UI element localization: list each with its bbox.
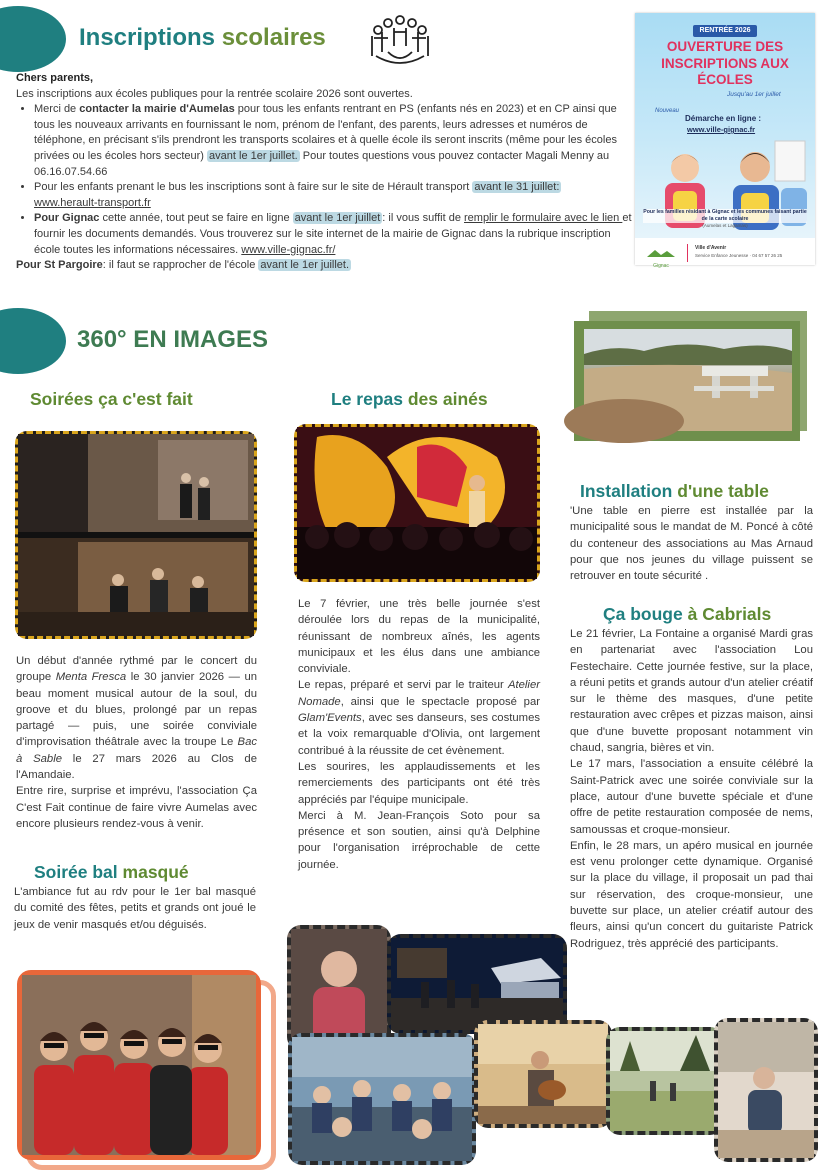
- cabrials-title: Ça bouge à Cabrials: [603, 604, 772, 624]
- bal-title: Soirée bal masqué: [34, 862, 189, 882]
- repas-photo: [294, 424, 540, 582]
- repas-title: Le repas des ainés: [331, 389, 488, 409]
- inscriptions-poster: RENTRÉE 2026 OUVERTURE DES INSCRIPTIONS AUX ÉCOLES Jusqu'au 1er juillet Nouveau Démarche en ligne : www.ville-gignac.fr Pour les familles résidant à Gignac et les communes faisant partie de la carte scolaire (Aumelas et Lagamas) Gignac Ville d'Avenir Service Enfance Jeunesse · 04 67 57 26 25: [635, 13, 815, 265]
- inscription-item-transport: • Pour les enfants prenant le bus les inscriptions sont à faire sur le site de Hérault transport avant le 31 juillet: www.herault-transport.fr: [34, 180, 636, 211]
- ville-gignac-link[interactable]: www.ville-gignac.fr/: [241, 243, 336, 256]
- inscription-item-gignac: • Pour Gignac cette année, tout peut se faire en ligne avant le 1er juillet : il vous suffit de remplir le formulaire avec le lien et fournir les documents demandés. Vous trouverez sur le site internet de la mairie de Gignac dans la rubrique inscription école toutes les informations nécessaires. www.ville-gignac.fr/: [34, 211, 636, 258]
- section-marker-circle-2: [0, 308, 66, 374]
- section360-title: 360° EN IMAGES: [77, 326, 268, 353]
- gignac-logo: Gignac: [645, 245, 677, 261]
- people-circle-icon: [368, 12, 432, 66]
- inscriptions-body: Chers parents, Les inscriptions aux écoles publiques pour la rentrée scolaire 2026 sont ouvertes. • Merci de contacter la mairie d'Aumelas pour tous les enfants rentrant en PS (enfants nés en 2023) et en CP ainsi que tous les nouveaux arrivants en fournissant le nom, prénom de l'enfant, des parents, leurs adresses et numéros de téléphone, en précisant s'ils prendront les transports scolaires et à quelle école ils seront inscrits (même pour les écoles privées ou les écoles hors secteur) avant le 1er juillet. Pour toutes questions vous pouvez contacter Magali Menny au 06.16.07.54.66 • Pour les enfants prenant le bus les inscriptions sont à faire sur le site de Hérault transport avant le 31 juillet: www.herault-transport.fr • Pour Gignac cette année, tout peut se faire en ligne avant le 1er juillet : il vous suffit de remplir le formulaire avec le lien et fournir les documents demandés. Vous trouverez sur le site internet de la mairie de Gignac dans la rubrique inscription école toutes les informations nécessaires. www.ville-gignac.fr/ Pour St Pargoire: il faut se rapprocher de l'école avant le 1er juillet.: [16, 71, 636, 274]
- soirees-title: Soirées ça c'est fait: [30, 389, 193, 409]
- poster-title: OUVERTURE DES INSCRIPTIONS AUX ÉCOLES: [661, 39, 789, 87]
- table-title: Installation d'une table: [580, 481, 769, 501]
- repas-text: Le 7 février, une très belle journée s'est déroulée lors du repas de la municipalité, réunissant de nombreux aînés, les agents municipaux et les élus dans une ambiance conviviale. Le repas, préparé et servi par le traiteur Atelier Nomade, ainsi que le spectacle proposé par Glam'Events, avec ses danseurs, ses costumes et la voix remarquable d'Olivia, ont largement contribué à la réussite de cet évènement. Les sourires, les applaudissements et les remerciements des participants ont été très appréciés par l'équipe municipale. Merci à M. Jean-François Soto pour sa présence et son soutien, ainsi qu'à Delphine pour l'organisation irréprochable de cette journée.: [298, 598, 540, 871]
- collage-photo-square: [288, 1033, 476, 1165]
- inscription-item-aumelas: • Merci de contacter la mairie d'Aumelas pour tous les enfants rentrant en PS (enfants nés en 2023) et en CP ainsi que tous les nouveaux arrivants en fournissant le nom, prénom de l'enfant, des parents, leurs adresses et numéros de téléphone, en précisant s'ils prendront les transports scolaires et à quelle école ils seront inscrits (même pour les écoles privées ou les écoles hors secteur) avant le 1er juillet. Pour toutes questions vous pouvez contacter Magali Menny au 06.16.07.54.66: [34, 102, 636, 180]
- collage-photo-tent: [387, 934, 567, 1034]
- cabrials-text: Le 21 février, La Fontaine a organisé Mardi gras en partenariat avec l'association Lou Festechaire. Cette journée festive, sur la place, a réuni petits et grands autour d'un atelier créatif sur le thème des masques, d'une petite restauration avec crêpes et pizzas maison, ainsi que d'une buvette proposant notamment vin chaud, sangria, bières et vin. Le 17 mars, l'association a ensuite célébré la Saint-Patrick avec une soirée conviviale sur la place, autour d'une buvette spéciale et d'une offre de petite restauration composée de nems, samoussas et croque-monsieur. Enfin, le 28 mars, un apéro musical en journée est venu prolonger cette dynamique. Organisé sur la place du village, il proposait un pad thai sur réservation, des croque-monsieur, une buvette sur place, un atelier créatif autour des fleurs, ainsi qu'un concert du guitariste Patrick Rodriguez, très apprécié des participants.: [570, 628, 813, 950]
- herault-transport-link[interactable]: www.herault-transport.fr: [34, 196, 151, 209]
- soirees-photo-frame: [15, 431, 257, 639]
- bal-photo: [17, 970, 261, 1160]
- collage-photo-workshop: [714, 1018, 818, 1162]
- poster-badge: RENTRÉE 2026: [693, 25, 757, 37]
- collage-photo-park: [606, 1027, 724, 1135]
- inscriptions-title: Inscriptions scolaires: [79, 24, 326, 51]
- formulaire-link[interactable]: remplir le formulaire avec le lien: [464, 212, 623, 225]
- table-text: 'Une table en pierre est installée par la municipalité sous le mandat de M. Poncé à côté du conteneur des associations au Mas Arnaud pour que nos jeunes du village puissent se retrouver en toute sécurité .: [570, 505, 813, 583]
- section-marker-circle: [0, 6, 66, 72]
- bal-text: L'ambiance fut au rdv pour le 1er bal masqué du comité des fêtes, petits et grands ont joué le jeux de venir masqués et/ou déguisés.: [14, 886, 256, 931]
- collage-photo-guitar: [474, 1020, 612, 1128]
- stone-table-photo: [584, 329, 792, 431]
- soirees-text: Un début d'année rythmé par le concert du groupe Menta Fresca le 30 janvier 2026 — un beau moment musical autour de la soul, du groove et du blues, prolongé par un repas partagé — puis, une soirée conviviale d'improvisation théâtrale avec la troupe Le Bac à Sable le 27 mars 2026 au Clos de l'Amandaie. Entre rire, surprise et imprévu, l'association Ça C'est Fait continue de faire vivre Aumelas avec encore plusieurs rendez-vous à venir.: [16, 655, 258, 830]
